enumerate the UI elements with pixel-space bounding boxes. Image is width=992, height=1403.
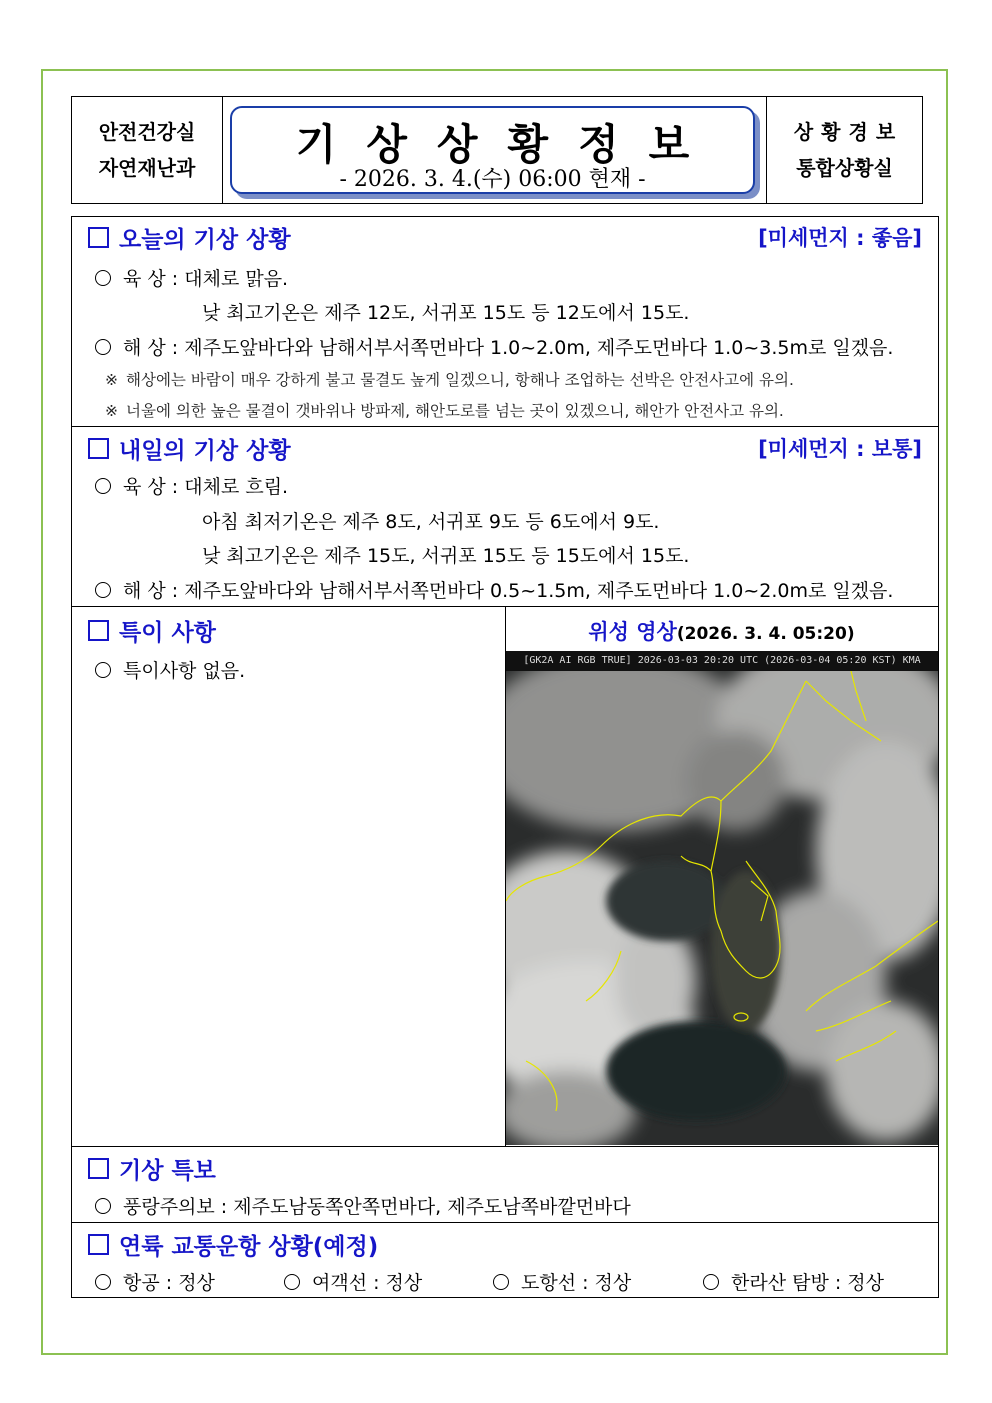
- satellite-image: [506, 651, 938, 1145]
- satellite-title: 위성 영상(2026. 3. 4. 05:20): [588, 620, 855, 644]
- transport-item-island-ferry: 도항선 : 정상: [493, 1268, 631, 1295]
- transport-section: [71, 1222, 939, 1298]
- today-note1: ※ 해상에는 바람이 매우 강하게 불고 물결도 높게 일겠으니, 항해나 조업하는 선박은 안전사고에 유의.: [105, 371, 794, 389]
- checkbox-icon: [88, 1158, 109, 1179]
- transport-item-air: 항공 : 정상: [95, 1268, 215, 1295]
- warning-title: 기상 특보: [88, 1152, 216, 1185]
- warning-section: [71, 1146, 939, 1223]
- page-title: 기상상황정보: [295, 120, 720, 169]
- checkbox-icon: [88, 438, 109, 459]
- tomorrow-min-temp: 아침 최저기온은 제주 8도, 서귀포 9도 등 6도에서 9도.: [202, 511, 660, 533]
- today-land-line: 육 상 : 대체로 맑음.: [95, 264, 288, 291]
- department-block: [72, 97, 222, 203]
- transport-item-ferry: 여객선 : 정상: [284, 1268, 422, 1295]
- tomorrow-title: 내일의 기상 상황: [88, 432, 291, 465]
- reference-mark-icon: ※: [105, 371, 118, 389]
- circle-bullet-icon: [493, 1274, 509, 1290]
- tomorrow-sea-line: 해 상 : 제주도앞바다와 남해서부서쪽먼바다 0.5~1.5m, 제주도먼바다 1.0~2.0m로 일겠음.: [95, 576, 893, 603]
- reference-mark-icon: ※: [105, 402, 118, 420]
- circle-bullet-icon: [95, 270, 111, 286]
- office-line1: 상황경보: [793, 120, 904, 144]
- document-header: [71, 96, 923, 204]
- department-line1: 안전건강실: [98, 120, 196, 144]
- special-text: 특이사항 없음.: [95, 656, 245, 683]
- header-divider-left: [222, 97, 223, 203]
- satellite-caption: [GK2A AI RGB TRUE] 2026-03-03 20:20 UTC (2026-03-04 05:20 KST) KMA: [506, 651, 938, 671]
- tomorrow-max-temp: 낮 최고기온은 제주 15도, 서귀포 15도 등 15도에서 15도.: [202, 545, 690, 567]
- today-title: 오늘의 기상 상황: [88, 221, 291, 254]
- tomorrow-land-line: 육 상 : 대체로 흐림.: [95, 472, 288, 499]
- circle-bullet-icon: [95, 339, 111, 355]
- today-section: [71, 216, 939, 427]
- today-land-temp: 낮 최고기온은 제주 12도, 서귀포 15도 등 12도에서 15도.: [202, 302, 690, 324]
- circle-bullet-icon: [95, 478, 111, 494]
- tomorrow-dust-badge: [미세먼지 : 보통]: [758, 437, 922, 461]
- special-title: 특이 사항: [88, 614, 216, 647]
- circle-bullet-icon: [95, 1198, 111, 1214]
- tomorrow-section: [71, 426, 939, 607]
- circle-bullet-icon: [95, 582, 111, 598]
- page-subtitle: - 2026. 3. 4.(수) 06:00 현재 -: [339, 167, 646, 192]
- checkbox-icon: [88, 1234, 109, 1255]
- office-line2: 통합상황실: [796, 156, 893, 180]
- warning-text: 풍랑주의보 : 제주도남동쪽안쪽먼바다, 제주도남쪽바깥먼바다: [95, 1192, 631, 1219]
- today-dust-badge: [미세먼지 : 좋음]: [758, 226, 922, 250]
- circle-bullet-icon: [95, 662, 111, 678]
- title-box: [230, 106, 755, 194]
- checkbox-icon: [88, 227, 109, 248]
- department-line2: 자연재난과: [98, 156, 196, 180]
- circle-bullet-icon: [703, 1274, 719, 1290]
- satellite-map-graphic: [506, 651, 938, 1145]
- office-block: [767, 97, 922, 203]
- checkbox-icon: [88, 620, 109, 641]
- circle-bullet-icon: [284, 1274, 300, 1290]
- transport-title: 연륙 교통운항 상황(예정): [88, 1228, 378, 1261]
- today-note2: ※ 너울에 의한 높은 물결이 갯바위나 방파제, 해안도로를 넘는 곳이 있겠으니, 해안가 안전사고 유의.: [105, 402, 784, 420]
- circle-bullet-icon: [95, 1274, 111, 1290]
- transport-item-hallasan: 한라산 탐방 : 정상: [703, 1268, 884, 1295]
- today-sea-line: 해 상 : 제주도앞바다와 남해서부서쪽먼바다 1.0~2.0m, 제주도먼바다 1.0~3.5m로 일겠음.: [95, 333, 893, 360]
